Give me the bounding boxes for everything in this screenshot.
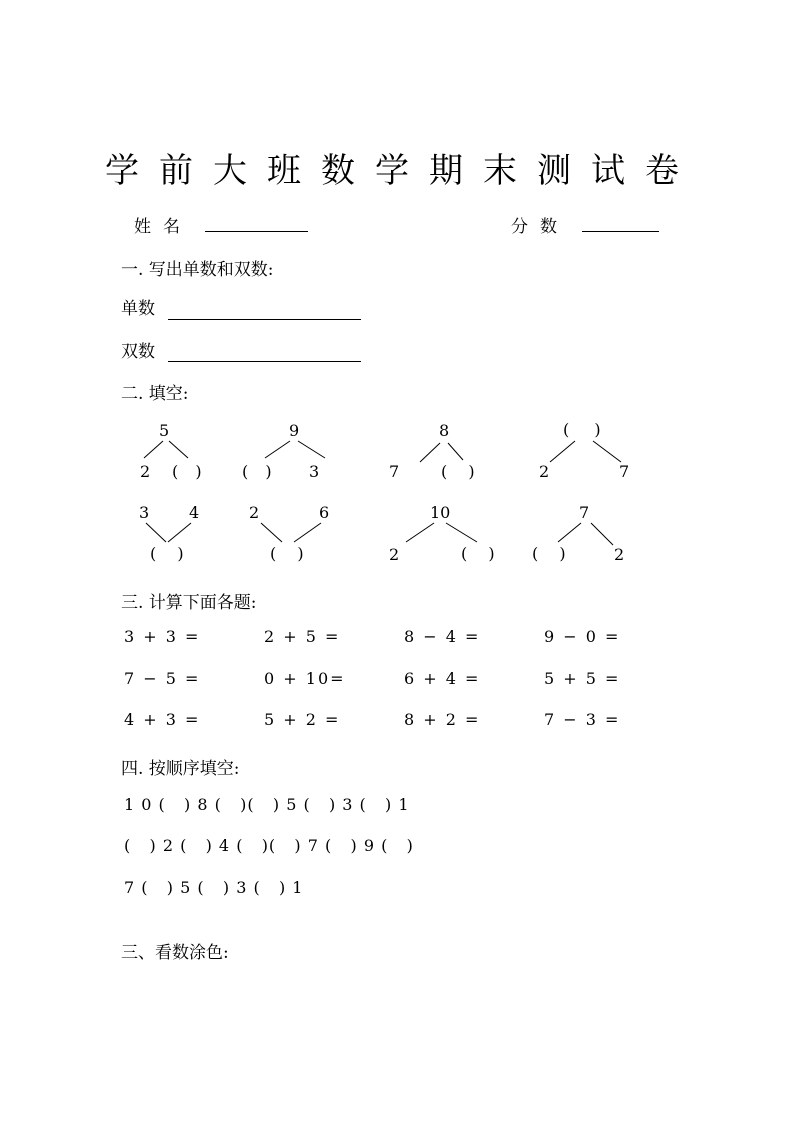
calc-item: 5 + 2 = <box>264 710 341 729</box>
bond8-top: 7 <box>579 503 590 522</box>
bond1-right[interactable]: ( ) <box>172 462 208 481</box>
calc-item: 3 + 3 = <box>124 627 201 646</box>
calc-item: 8 + 2 = <box>404 710 481 729</box>
section5-heading: 三、看数涂色: <box>121 943 229 963</box>
bond7-left: 2 <box>389 545 400 564</box>
calc-item: 4 + 3 = <box>124 710 201 729</box>
section1-heading: 一. 写出单数和双数: <box>121 260 274 280</box>
score-label: 分数 <box>511 217 569 237</box>
bond2-top: 9 <box>289 421 300 440</box>
bond3-right[interactable]: ( ) <box>441 462 483 481</box>
bond6-left: 2 <box>249 503 260 522</box>
bond1-left: 2 <box>140 462 151 481</box>
calc-item: 7 − 5 = <box>124 669 201 688</box>
bond6-bottom[interactable]: ( ) <box>270 544 312 563</box>
calc-item: 5 + 5 = <box>544 669 621 688</box>
name-label: 姓名 <box>134 217 192 237</box>
bond7-top: 10 <box>430 503 451 522</box>
calc-item: 2 + 5 = <box>264 627 341 646</box>
bond5-right: 4 <box>189 503 200 522</box>
bond2-right: 3 <box>309 462 320 481</box>
bond4-right: 7 <box>619 462 630 481</box>
odd-label: 单数 <box>121 299 155 319</box>
calc-item: 8 − 4 = <box>404 627 481 646</box>
page-title: 学前大班数学期末测试卷 <box>105 151 699 191</box>
calc-item: 9 − 0 = <box>544 627 621 646</box>
bond5-left: 3 <box>139 503 150 522</box>
bond8-right: 2 <box>614 545 625 564</box>
bond3-left: 7 <box>389 462 400 481</box>
even-label: 双数 <box>121 342 155 362</box>
calc-item: 6 + 4 = <box>404 669 481 688</box>
sequence-row-2: ( ) 2 ( ) 4 ( )( ) 7 ( ) 9 ( ) <box>124 836 414 855</box>
calc-item: 7 − 3 = <box>544 710 621 729</box>
bond4-top[interactable]: ( ) <box>563 420 611 439</box>
bond5-bottom[interactable]: ( ) <box>150 544 192 563</box>
calc-item: 0 + 10= <box>264 669 346 688</box>
sequence-row-1: 1 0 ( ) 8 ( )( ) 5 ( ) 3 ( ) 1 <box>124 795 410 814</box>
bond2-left[interactable]: ( ) <box>242 462 278 481</box>
bond7-right[interactable]: ( ) <box>461 544 503 563</box>
section2-heading: 二. 填空: <box>121 384 189 404</box>
section4-heading: 四. 按顺序填空: <box>121 759 240 779</box>
bond1-top: 5 <box>159 421 170 440</box>
sequence-row-3: 7 ( ) 5 ( ) 3 ( ) 1 <box>124 878 304 897</box>
bond3-top: 8 <box>439 421 450 440</box>
bond6-right: 6 <box>319 503 330 522</box>
bond8-left[interactable]: ( ) <box>532 544 574 563</box>
bond4-left: 2 <box>539 462 550 481</box>
section3-heading: 三. 计算下面各题: <box>121 593 257 613</box>
